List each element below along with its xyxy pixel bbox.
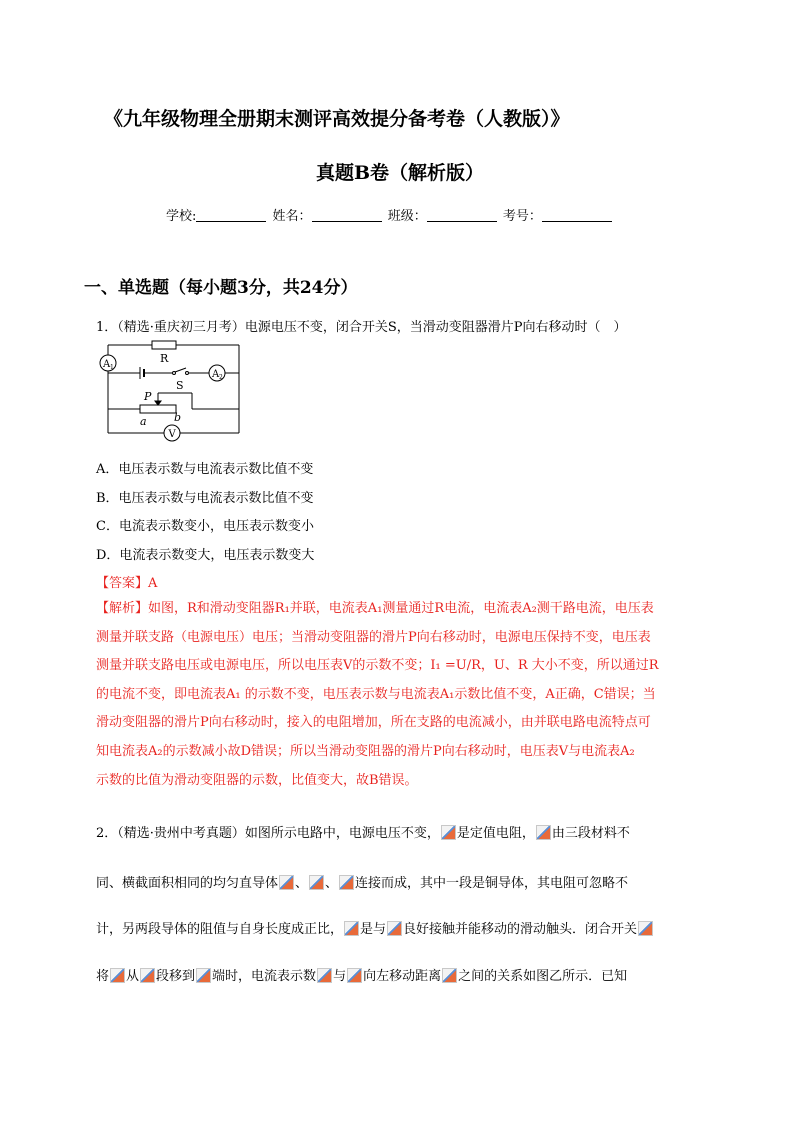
exam-number-label: 考号：	[502, 209, 542, 224]
school-blank	[196, 208, 266, 222]
analysis-block	[96, 595, 716, 795]
broken-image-icon	[339, 875, 354, 890]
answer-line: 【答案】A	[96, 576, 158, 591]
circuit-diagram	[94, 338, 254, 444]
broken-image-icon	[387, 921, 402, 936]
analysis-label: 【解析】	[96, 601, 149, 616]
broken-image-icon	[344, 921, 359, 936]
broken-image-icon	[279, 875, 294, 890]
analysis-line-4: 的电流不变，即电流表A₁ 的示数不变，电压表示数与电流表A₁示数比值不变，A正确，C错误；当	[96, 686, 656, 702]
question-2-line-1: 2．（精选·贵州中考真题）如图所示电路中，电源电压不变， 是定值电阻， 由三段材料不	[96, 826, 630, 841]
question-2-line-4: 将 从 段移到 端时，电流表示数 与 向左移动距离 之间的关系如图乙所示．已知	[96, 969, 628, 984]
option-b: B．电压表示数与电流表示数比值不变	[96, 491, 314, 506]
option-c: C．电流表示数变小，电压表示数变小	[96, 519, 314, 534]
broken-image-icon	[317, 968, 332, 983]
name-blank	[312, 208, 382, 222]
analysis-line-7: 示数的比值为滑动变阻器的示数，比值变大，故B错误。	[96, 772, 418, 788]
option-a: A．电压表示数与电流表示数比值不变	[96, 462, 314, 477]
exam-number-blank	[542, 208, 612, 222]
broken-image-icon	[638, 921, 653, 936]
analysis-line-3: 测量并联支路电压或电源电压，所以电压表V的示数不变；I₁ =U/R，U、R 大小不变，所以通过R	[96, 658, 659, 674]
ammeter-2-label: A	[212, 369, 220, 380]
analysis-line-6: 知电流表A₂的示数减小故D错误；所以当滑动变阻器的滑片P向右移动时，电压表V与电流表A₂	[96, 743, 635, 759]
rheostat-end-b: b	[174, 411, 182, 424]
class-label: 班级：	[387, 209, 427, 224]
broken-image-icon	[140, 968, 155, 983]
question-2-line-2: 同、横截面积相同的均匀直导体 、 、 连接而成，其中一段是铜导体，其电阻可忽略不	[96, 876, 629, 891]
analysis-line-5: 滑动变阻器的滑片P向右移动时，接入的电阻增加，所在支路的电流减小，由并联电路电流特点可	[96, 715, 651, 731]
ammeter-1-label: A	[103, 359, 111, 370]
school-label: 学校:	[166, 209, 197, 224]
section-heading: 一、单选题（每小题3分，共24分）	[84, 278, 358, 298]
switch-label: S	[176, 379, 184, 392]
question-2-line-3: 计，另两段导体的阻值与自身长度成正比， 是与 良好接触并能移动的滑动触头．闭合开关	[96, 918, 654, 937]
broken-image-icon	[110, 968, 125, 983]
broken-image-icon	[196, 968, 211, 983]
analysis-line-1: 【解析】如图，R和滑动变阻器R₁并联，电流表A₁测量通过R电流，电流表A₂测干路电流，电压表	[96, 601, 654, 616]
voltmeter-label: V	[168, 429, 176, 440]
resistor-label: R	[160, 352, 169, 365]
slider-label: P	[144, 390, 152, 403]
document-subtitle: 真题B卷（解析版）	[315, 162, 485, 184]
broken-image-icon	[442, 968, 457, 983]
ammeter-2-subscript: 2	[219, 374, 223, 381]
document-title: 《九年级物理全册期末测评高效提分备考卷（人教版）》	[104, 108, 570, 130]
question-1-stem: 1．（精选·重庆初三月考）电源电压不变，闭合开关S，当滑动变阻器滑片P向右移动时（ ）	[96, 320, 627, 335]
class-blank	[427, 208, 497, 222]
broken-image-icon	[441, 825, 456, 840]
ammeter-1-subscript: 1	[110, 364, 114, 371]
analysis-line-2: 测量并联支路（电源电压）电压；当滑动变阻器的滑片P向右移动时，电源电压保持不变，电压表	[96, 629, 651, 645]
broken-image-icon	[536, 825, 551, 840]
student-info-fields	[166, 205, 614, 224]
broken-image-icon	[309, 875, 324, 890]
rheostat-end-a: a	[140, 415, 147, 428]
broken-image-icon	[347, 968, 362, 983]
option-d: D．电流表示数变大，电压表示数变大	[96, 548, 315, 563]
name-label: 姓名：	[272, 209, 312, 224]
